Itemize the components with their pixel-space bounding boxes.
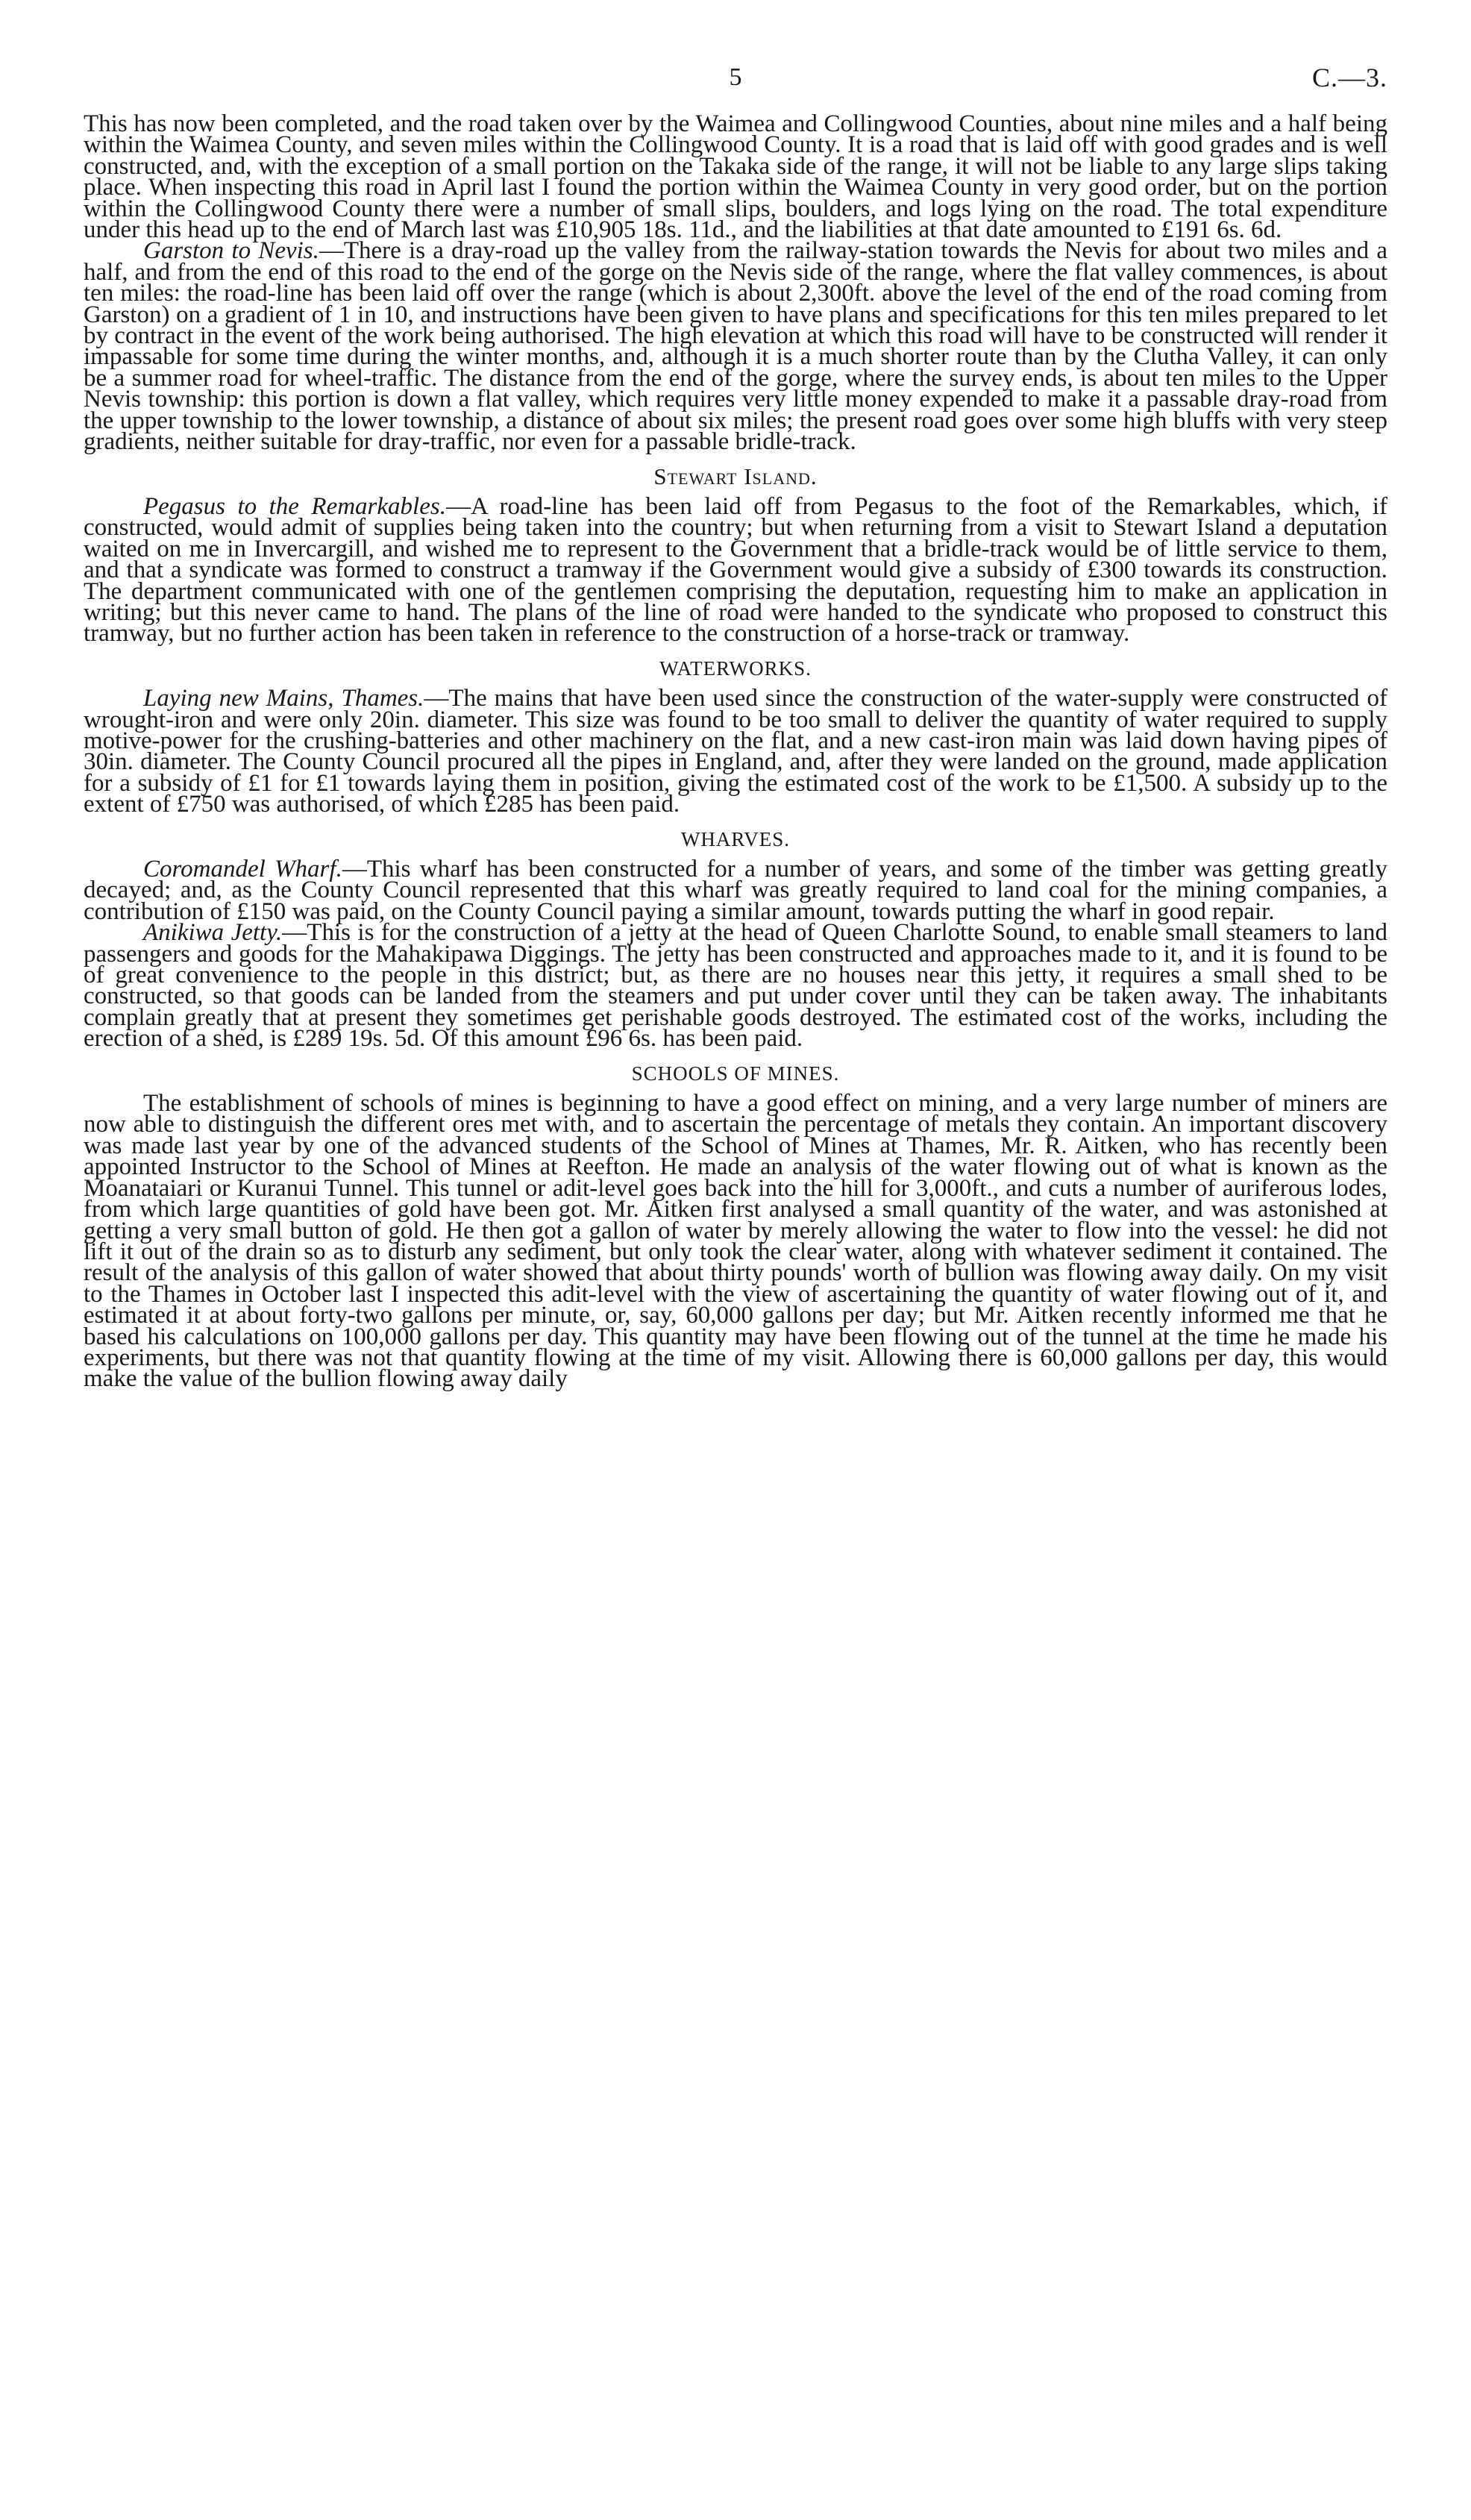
anikiwa-text: —This is for the construction of a jetty at the head of Queen Charlotte Sound, to enable small steamers to land passengers and goods for the Mahakipawa Diggings. The jetty has been constructed and approaches made to it, and it is found to be of great convenience to the people in this district; but, as there are no houses near this jetty, it requires a small shed to be constructed, so that goods can be landed from the steamers and put under cover until they can be taken away. The inhabitants complain greatly that at present they sometimes get perishable goods destroyed. The estimated cost of the works, including the erection of a shed, is £289 19s. 5d. Of this amount £96 6s. has been paid. bbox=[84, 919, 1388, 1053]
coromandel-lead: Coromandel Wharf. bbox=[143, 856, 342, 883]
pegasus-lead: Pegasus to the Remarkables. bbox=[143, 492, 446, 520]
heading-schools-of-mines: SCHOOLS OF MINES. bbox=[631, 1062, 840, 1085]
heading-wharves: WHARVES. bbox=[680, 827, 791, 850]
page-number: 5 bbox=[729, 63, 742, 91]
paragraph-thames-mains bbox=[84, 685, 1388, 818]
thames-lead: Laying new Mains, Thames. bbox=[143, 685, 424, 712]
garston-lead: Garston to Nevis. bbox=[143, 237, 319, 265]
document-page bbox=[84, 63, 1388, 2475]
anikiwa-lead: Anikiwa Jetty. bbox=[143, 919, 283, 947]
paragraph-pegasus bbox=[84, 492, 1387, 648]
paragraph-anikiwa-jetty bbox=[84, 919, 1388, 1053]
thames-text: —The mains that have been used since the construction of the water-supply were constructed of wrought-iron and were only 20in. diameter. This size was found to be too small to deliver the quantity of water required to supply motive-power for the crushing-batteries and other machinery on the flat, and a new cast-iron main was laid down having pipes of 30in. diameter. The County Council procured all the pipes in England, and, after they were landed on the ground, made application for a subsidy of £1 for £1 towards laying them in position, giving the estimated cost of the work to be £1,500. A subsidy up to the extent of £750 was authorised, of which £285 has been paid. bbox=[84, 685, 1388, 818]
paragraph-garston-to-nevis bbox=[84, 237, 1387, 456]
paragraph-schools-of-mines: The establishment of schools of mines is beginning to have a good effect on mining, and a very large number of miners are now able to distinguish the different ores met with, and to ascertain the percentage of metals they contain. An important discovery was made last year by one of the advanced students of the School of Mines at Thames, Mr. R. Aitken, who has recently been appointed Instructor to the School of Mines at Reefton. He made an analysis of the water flowing out of what is known as the Moanataiari or Kuranui Tunnel. This tunnel or adit-level goes back into the hill for 3,000ft., and cuts a number of auriferous lodes, from which large quantities of gold have been got. Mr. Aitken first analysed a small quantity of the water, and was astonished at getting a very small button of gold. He then got a gallon of water by merely allowing the water to flow into the vessel: he did not lift it out of the drain so as to disturb any sediment, but only took the clear water, along with whatever sediment it contained. The result of the analysis of this gallon of water showed that about thirty pounds' worth of bullion was flowing away daily. On my visit to the Thames in October last I inspected this adit-level with the view of ascertaining the quantity of water flowing out of it, and estimated it at about forty-two gallons per minute, or, say, 60,000 gallons per day; but Mr. Aitken recently informed me that he based his calculations on 100,000 gallons per day. This quantity may have been flowing out of the tunnel at the time he made his experiments, but there was not that quantity flowing at the time of my visit. Allowing there is 60,000 gallons per day, this would make the value of the bullion flowing away daily bbox=[84, 1090, 1387, 1393]
pegasus-text: —A road-line has been laid off from Pegasus to the foot of the Remarkables, which, if constructed, would admit of supplies being taken into the country; but when returning from a visit to Stewart Island a deputation waited on me in Invercargill, and wished me to represent to the Government that a bridle-track would be of little service to them, and that a syndicate was formed to construct a tramway if the Government would give a subsidy of £300 towards its construction. The department communicated with one of the gentlemen comprising the deputation, requesting him to make an application in writing; but this never came to hand. The plans of the line of road were handed to the syndicate who proposed to construct this tramway, but no further action has been taken in reference to the construction of a horse-track or tramway. bbox=[84, 492, 1387, 648]
paragraph-collingwood-road: This has now been completed, and the road taken over by the Waimea and Collingwood Counties, about nine miles and a half being within the Waimea County, and seven miles within the Collingwood County. It is a road that is laid off with good grades and is well constructed, and, with the exception of a small portion on the Takaka side of the range, it will not be liable to any large slips taking place. When inspecting this road in April last I found the portion within the Waimea County in very good order, but on the portion within the Collingwood County there were a number of small slips, boulders, and logs lying on the road. The total expenditure under this head up to the end of March last was £10,905 18s. 11d., and the liabilities at that date amounted to £191 6s. 6d. bbox=[84, 110, 1387, 244]
garston-text: —There is a dray-road up the valley from the railway-station towards the Nevis for about two miles and a half, and from the end of this road to the end of the gorge on the Nevis side of the range, where the flat valley commences, is about ten miles: the road-line has been laid off over the range (which is about 2,300ft. above the level of the end of the road coming from Garston) on a gradient of 1 in 10, and instructions have been given to have plans and specifications for this ten miles prepared to let by contract in the event of the work being authorised. The high elevation at which this road will have to be constructed will render it impassable for some time during the winter months, and, although it is a much shorter route than by the Clutha Valley, it can only be a summer road for wheel-traffic. The distance from the end of the gorge, where the survey ends, is about ten miles to the Upper Nevis township: this portion is down a flat valley, which requires very little money expended to make it a passable dray-road from the upper township to the lower township, a distance of about six miles; the present road goes over some high bluffs with very steep gradients, neither suitable for dray-traffic, nor even for a passable bridle-track. bbox=[84, 237, 1387, 456]
document-reference: C.—3. bbox=[1311, 63, 1387, 93]
coromandel-text: —This wharf has been constructed for a number of years, and some of the timber was getting greatly decayed; and, as the County Council represented that this wharf was greatly required to land coal for the mining companies, a contribution of £150 was paid, on the County Council paying a similar amount, towards putting the wharf in good repair. bbox=[84, 856, 1387, 925]
heading-waterworks: WATERWORKS. bbox=[659, 656, 812, 680]
paragraph-coromandel-wharf bbox=[84, 856, 1387, 925]
page-header bbox=[84, 63, 1387, 113]
heading-stewart-island: Stewart Island. bbox=[653, 463, 818, 489]
